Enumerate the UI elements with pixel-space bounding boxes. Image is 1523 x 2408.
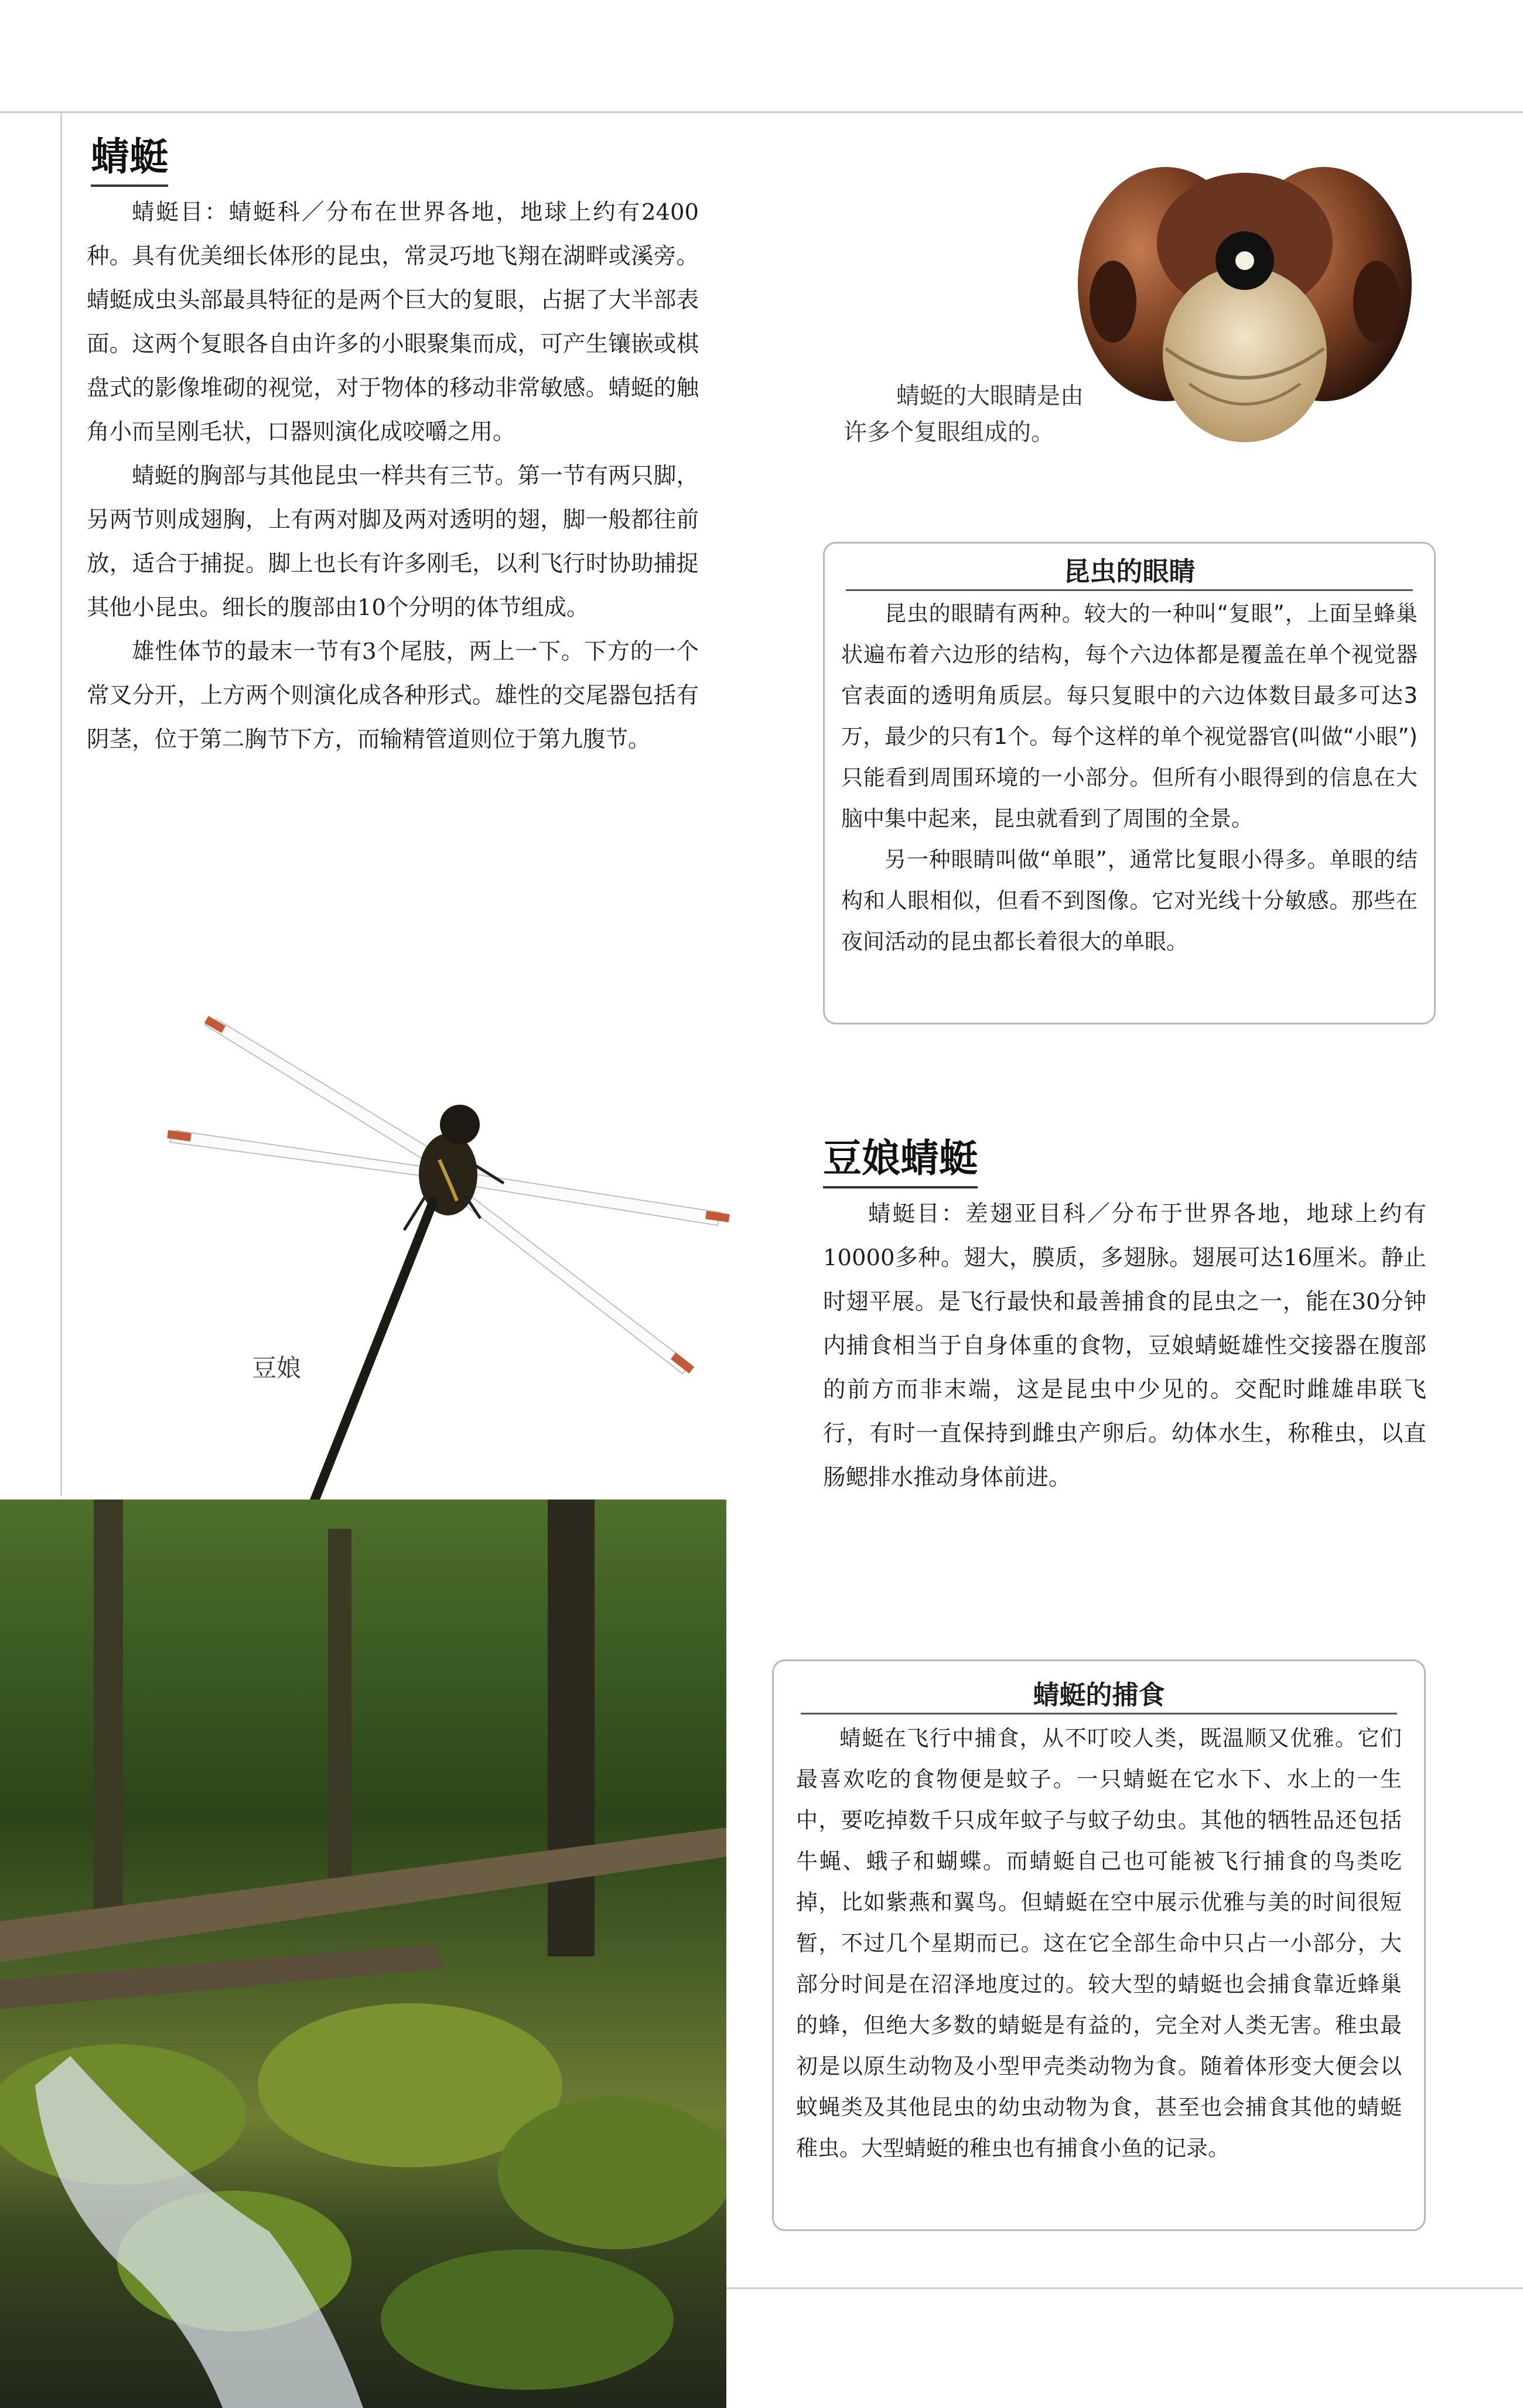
eye-caption-line: 许多个复眼组成的。 bbox=[844, 419, 1054, 446]
dragonfly-body bbox=[87, 190, 699, 761]
bottom-rule bbox=[726, 2287, 1523, 2289]
eye-caption bbox=[844, 378, 1119, 450]
left-margin-rule bbox=[60, 113, 62, 1495]
damselfly-photo bbox=[129, 1007, 738, 1582]
dragonfly-paragraph: 雄性体节的最末一节有3个尾肢，两上一下。下方的一个常叉分开，上方两个则演化成各种形式。雄性的交尾器包括有阴茎，位于第二胸节下方，而输精管道则位于第九腹节。 bbox=[87, 638, 699, 753]
predation-title: 蜻蜓的捕食 bbox=[801, 1678, 1397, 1714]
dragonfly-title: 蜻蜓 bbox=[91, 132, 168, 187]
eye-caption-line: 蜻蜓的大眼睛是由 bbox=[896, 382, 1084, 409]
insect-eyes-paragraph: 昆虫的眼睛有两种。较大的一种叫“复眼”，上面呈蜂巢状遍布着六边形的结构，每个六边体都是覆盖在单个视觉器官表面的透明角质层。每只复眼中的六边体数目最多可达3万，最少的只有1个。每个这样的单个视觉器官(叫做“小眼”)只能看到周围环境的一小部分。但所有小眼得到的信息在大脑中集中起来，昆虫就看到了周围的全景。 bbox=[841, 601, 1418, 831]
dragonfly-eye-photo bbox=[1078, 149, 1412, 454]
dragonfly-paragraph: 蜻蜓的胸部与其他昆虫一样共有三节。第一节有两只脚，另两节则成翅胸，上有两对脚及两对透明的翅，脚一般都往前放，适合于捕捉。脚上也长有许多刚毛，以利飞行时协助捕捉其他小昆虫。细长的腹部由10个分明的体节组成。 bbox=[87, 463, 699, 621]
damselfly-caption: 豆娘 bbox=[252, 1354, 302, 1382]
insect-eyes-title: 昆虫的眼睛 bbox=[846, 554, 1413, 591]
dragonfly-section bbox=[91, 132, 168, 187]
predation-box bbox=[772, 1659, 1426, 2231]
damselfly-paragraph: 蜻蜓目：差翅亚目科／分布于世界各地，地球上约有10000多种。翅大，膜质，多翅脉。翅展可达16厘米。静止时翅平展。是飞行最快和最善捕食的昆虫之一，能在30分钟内捕食相当于自身体重的食物，豆娘蜻蜓雄性交接器在腹部的前方而非末端，这是昆虫中少见的。交配时雌雄串联飞行，有时一直保持到雌虫产卵后。幼体水生，称稚虫，以直肠鳃排水推动身体前进。 bbox=[823, 1201, 1426, 1491]
predation-body bbox=[796, 1718, 1402, 2169]
top-rule bbox=[0, 111, 1523, 113]
forest-stream-photo bbox=[0, 1500, 726, 2408]
insect-eyes-body bbox=[841, 593, 1418, 962]
insect-eyes-paragraph: 另一种眼睛叫做“单眼”，通常比复眼小得多。单眼的结构和人眼相似，但看不到图像。它对光线十分敏感。那些在夜间活动的昆虫都长着很大的单眼。 bbox=[841, 847, 1418, 954]
damselfly-body bbox=[823, 1192, 1426, 1500]
damselfly-title: 豆娘蜻蜓 bbox=[823, 1133, 978, 1188]
insect-eyes-box bbox=[823, 542, 1436, 1024]
dragonfly-paragraph: 蜻蜓目：蜻蜓科／分布在世界各地，地球上约有2400种。具有优美细长体形的昆虫，常灵巧地飞翔在湖畔或溪旁。蜻蜓成虫头部最具特征的是两个巨大的复眼，占据了大半部表面。这两个复眼各自由许多的小眼聚集而成，可产生镶嵌或棋盘式的影像堆砌的视觉，对于物体的移动非常敏感。蜻蜓的触角小而呈刚毛状，口器则演化成咬嚼之用。 bbox=[87, 199, 699, 445]
damselfly-section bbox=[823, 1133, 978, 1188]
predation-paragraph: 蜻蜓在飞行中捕食，从不叮咬人类，既温顺又优雅。它们最喜欢吃的食物便是蚊子。一只蜻蜓在它水下、水上的一生中，要吃掉数千只成年蚊子与蚊子幼虫。其他的牺牲品还包括牛蝇、蛾子和蝴蝶。而蜻蜓自己也可能被飞行捕食的鸟类吃掉，比如紫燕和翼鸟。但蜻蜓在空中展示优雅与美的时间很短暂，不过几个星期而已。这在它全部生命中只占一小部分，大部分时间是在沼泽地度过的。较大型的蜻蜓也会捕食靠近蜂巢的蜂，但绝大多数的蜻蜓是有益的，完全对人类无害。稚虫最初是以原生动物及小型甲壳类动物为食。随着体形变大便会以蚊蝇类及其他昆虫的幼虫动物为食，甚至也会捕食其他的蜻蜓稚虫。大型蜻蜓的稚虫也有捕食小鱼的记录。 bbox=[796, 1726, 1402, 2161]
